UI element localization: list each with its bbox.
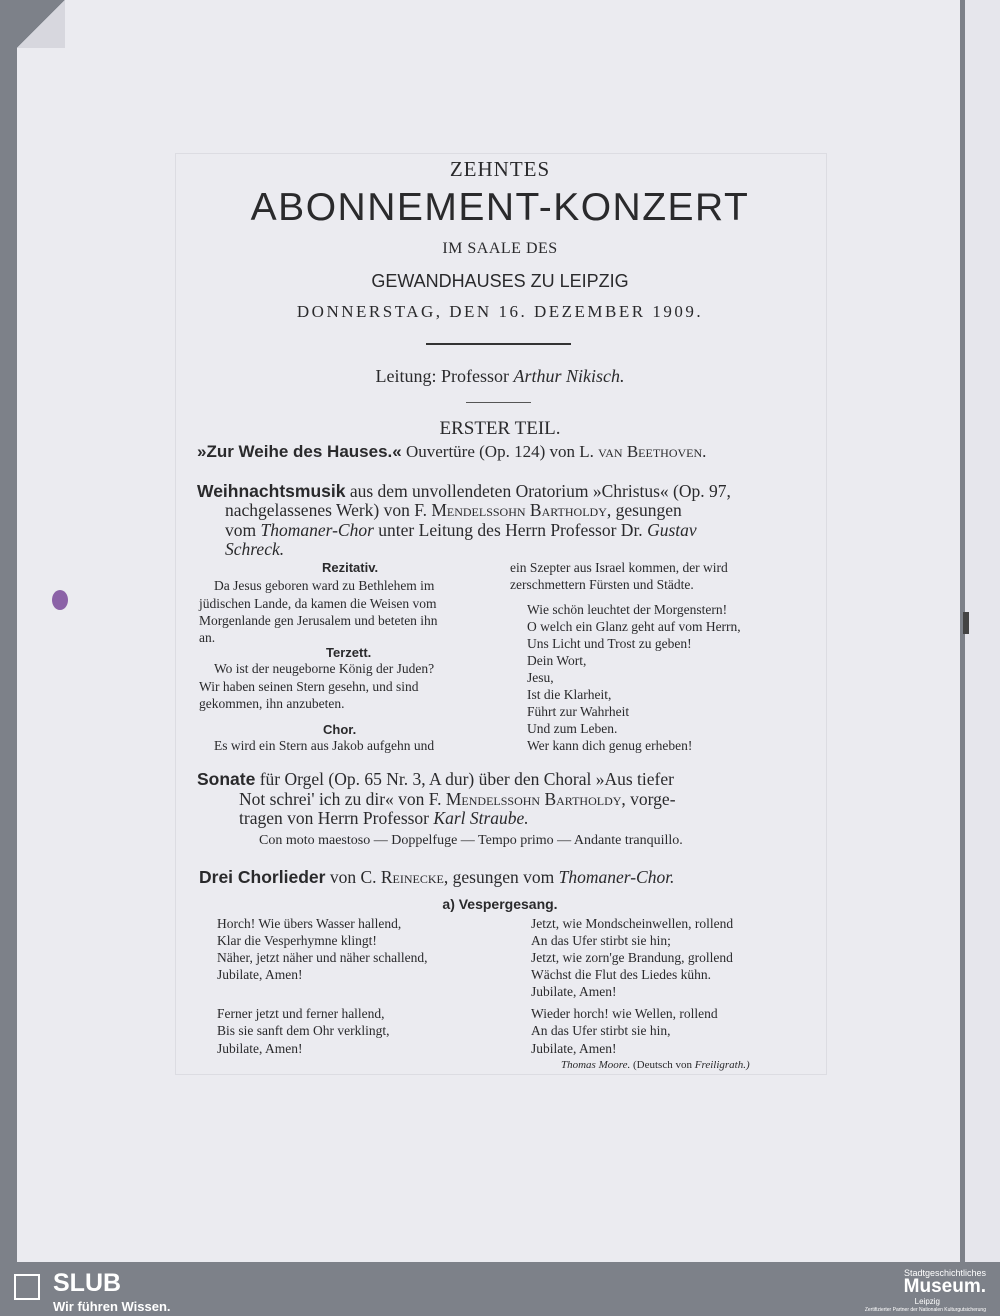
rezitativ-line: Morgenlande gen Jerusalem und beteten ihn <box>199 613 438 628</box>
credit-author: Thomas Moore. <box>561 1059 631 1071</box>
sonate-text-2a: Not schrei' ich zu dir« von F. <box>239 789 442 809</box>
weihnacht-composer: Mendelssohn Bartholdy, <box>431 500 612 520</box>
weihnacht-text-2a: nachgelassenes Werk) von F. <box>225 500 427 520</box>
folded-corner <box>17 0 65 48</box>
weihnacht-line-2 <box>225 500 682 521</box>
slub-tagline: Wir führen Wissen. <box>53 1299 171 1314</box>
vespergesang-heading <box>0 896 1000 914</box>
museum-logo: Museum. <box>903 1276 986 1297</box>
weihnacht-director-first: Gustav <box>647 520 697 540</box>
choral-line: Wie schön leuchtet der Morgenstern! <box>527 602 728 617</box>
slub-logo-text: SLUB <box>53 1269 122 1297</box>
vesper-line: Horch! Wie übers Wasser hallend, <box>217 916 402 931</box>
chorlieder-text-b: gesungen vom <box>452 867 555 887</box>
museum-note: Zertifizierter Partner der Nationalen Kulturgutsicherung <box>864 1307 986 1313</box>
conductor-label: Leitung: Professor <box>375 366 509 386</box>
weihnacht-title: Weihnachtsmusik <box>197 481 346 501</box>
chorlieder-choir: Thomaner-Chor. <box>558 867 675 887</box>
vesper-line: Ferner jetzt und ferner hallend, <box>217 1006 385 1021</box>
sonate-line-2 <box>239 789 676 810</box>
heading-title: ABONNEMENT-KONZERT <box>250 186 750 229</box>
sonate-text-2c: vorge- <box>630 789 676 809</box>
conductor-name: Arthur Nikisch. <box>513 366 625 386</box>
sonate-line-3 <box>239 808 529 829</box>
terzett-line: Wir haben seinen Stern gesehn, und sind <box>199 679 419 694</box>
weihnacht-director-last: Schreck. <box>225 539 285 559</box>
vesper-line: Jubilate, Amen! <box>531 984 617 999</box>
choral-line: Uns Licht und Trost zu geben! <box>527 636 692 651</box>
chor-line: Es wird ein Stern aus Jakob aufgehn und <box>214 738 435 753</box>
chor-continued-line: ein Szepter aus Israel kommen, der wird <box>510 560 728 575</box>
credit-translator: Freiligrath.) <box>694 1059 750 1071</box>
rezitativ-line: Da Jesus geboren ward zu Bethlehem im <box>214 578 435 593</box>
rezitativ-label: Rezitativ. <box>322 560 379 575</box>
beethoven-rest: Ouvertüre (Op. 124) von L. <box>405 442 594 461</box>
vesper-line: Bis sie sanft dem Ohr verklingt, <box>217 1023 390 1038</box>
rezitativ-line: an. <box>199 630 216 645</box>
sonate-performer: Karl Straube. <box>433 808 529 828</box>
rezitativ-line: jüdischen Lande, da kamen die Weisen vom <box>199 596 437 611</box>
sonate-text-3a: tragen von Herrn Professor <box>239 808 430 828</box>
divider-short <box>466 402 531 403</box>
weihnacht-text-2c: gesungen <box>615 500 682 520</box>
vesper-line: Jubilate, Amen! <box>217 967 303 982</box>
weihnacht-text-3a: vom <box>225 520 257 540</box>
sonate-composer: Mendelssohn Bartholdy, <box>445 789 626 809</box>
vesper-line: Jetzt, wie zorn'ge Brandung, grollend <box>531 950 733 965</box>
sonate-text-1: für Orgel (Op. 65 Nr. 3, A dur) über den Choral »Aus tiefer <box>259 769 674 789</box>
sonate-tempi: Con moto maestoso — Doppelfuge — Tempo primo — Andante tranquillo. <box>259 833 683 848</box>
chorlieder-text-a: von C. <box>329 867 377 887</box>
sonate-line-1 <box>197 769 674 790</box>
vesper-line: Jetzt, wie Mondscheinwellen, rollend <box>531 916 734 931</box>
weihnacht-text-1: aus dem unvollendeten Oratorium »Christus« (Op. 97, <box>349 481 731 501</box>
weihnacht-line-3 <box>225 520 697 541</box>
chorlieder-title: Drei Chorlieder <box>199 867 326 887</box>
weihnacht-line-1 <box>197 481 731 502</box>
choral-line: Dein Wort, <box>527 653 587 668</box>
chor-label: Chor. <box>323 722 357 737</box>
heading-im-saale: IM SAALE DES <box>442 240 558 257</box>
vesper-line: Klar die Vesperhymne klingt! <box>217 933 377 948</box>
binding-mark <box>963 612 969 634</box>
chor-continued-line: zerschmettern Fürsten und Städte. <box>510 577 694 592</box>
conductor-line <box>0 366 1000 387</box>
choral-line: Jesu, <box>527 670 554 685</box>
part-heading: ERSTER TEIL. <box>439 418 561 439</box>
vesper-line: Jubilate, Amen! <box>531 1041 617 1056</box>
chorlieder-line <box>199 867 674 888</box>
choral-line: O welch ein Glanz geht auf vom Herrn, <box>527 619 741 634</box>
choral-line: Führt zur Wahrheit <box>527 704 630 719</box>
beethoven-line <box>197 442 706 462</box>
terzett-line: Wo ist der neugeborne König der Juden? <box>214 661 435 676</box>
museum-city: Leipzig <box>914 1297 940 1306</box>
slub-logo-icon <box>14 1274 40 1300</box>
sonate-title: Sonate <box>197 769 256 789</box>
beethoven-composer: van Beethoven. <box>598 442 707 461</box>
poem-credit <box>561 1059 750 1071</box>
credit-text: (Deutsch von <box>633 1059 692 1071</box>
heading-zehntes: ZEHNTES <box>449 157 551 181</box>
vespergesang-label: a) Vespergesang. <box>442 896 558 912</box>
beethoven-title: »Zur Weihe des Hauses.« <box>197 442 402 461</box>
weihnacht-line-4 <box>225 539 284 560</box>
ink-stain <box>52 590 68 610</box>
vesper-line: An das Ufer stirbt sie hin; <box>531 933 671 948</box>
vesper-line: Wächst die Flut des Liedes kühn. <box>531 967 711 982</box>
choral-line: Wer kann dich genug erheben! <box>527 738 693 753</box>
choral-line: Ist die Klarheit, <box>527 687 612 702</box>
divider <box>426 343 571 345</box>
heading-date: DONNERSTAG, DEN 16. DEZEMBER 1909. <box>296 302 704 321</box>
vesper-line: Jubilate, Amen! <box>217 1041 303 1056</box>
terzett-line: gekommen, ihn anzubeten. <box>199 696 345 711</box>
vesper-line: An das Ufer stirbt sie hin, <box>531 1023 671 1038</box>
choral-line: Und zum Leben. <box>527 721 618 736</box>
heading-gewandhaus: GEWANDHAUSES ZU LEIPZIG <box>371 271 629 291</box>
weihnacht-text-3c: unter Leitung des Herrn Professor Dr. <box>378 520 643 540</box>
chorlieder-composer: Reinecke, <box>380 867 449 887</box>
weihnacht-choir: Thomaner-Chor <box>260 520 374 540</box>
vesper-line: Wieder horch! wie Wellen, rollend <box>531 1006 718 1021</box>
vesper-line: Näher, jetzt näher und näher schallend, <box>217 950 428 965</box>
museum-top: Stadtgeschichtliches <box>903 1268 986 1278</box>
terzett-label: Terzett. <box>326 645 372 660</box>
